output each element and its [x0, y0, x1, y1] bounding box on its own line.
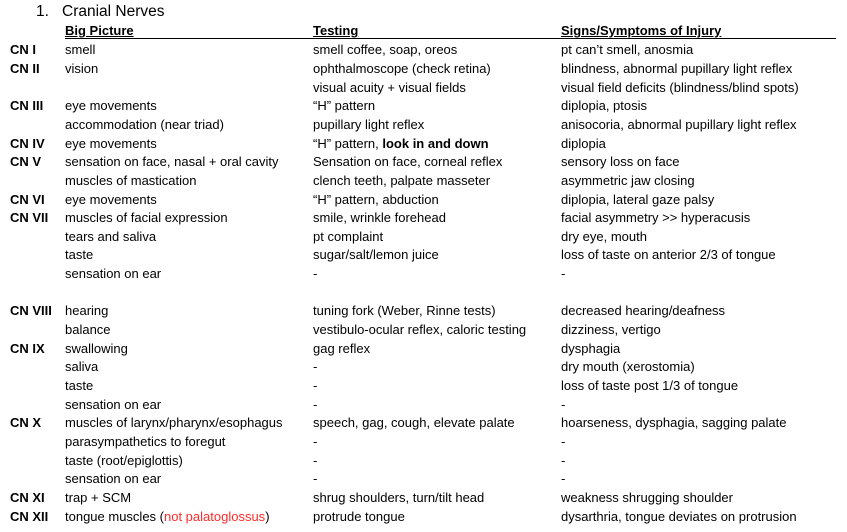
signs-cell: -: [561, 434, 566, 449]
big-picture-cell: muscles of larynx/pharynx/esophagus: [65, 415, 283, 430]
testing-cell: clench teeth, palpate masseter: [313, 173, 491, 188]
testing-cell: speech, gag, cough, elevate palate: [313, 415, 515, 430]
signs-cell: dizziness, vertigo: [561, 322, 661, 337]
section-number: 1.: [36, 3, 49, 20]
signs-cell: pt can’t smell, anosmia: [561, 42, 694, 57]
testing-cell: vestibulo-ocular reflex, caloric testing: [313, 322, 527, 337]
nerve-label: CN I: [10, 42, 36, 57]
testing-text: “H” pattern,: [313, 136, 383, 151]
testing-cell: -: [313, 266, 318, 281]
testing-cell: -: [313, 397, 318, 412]
table-row: [0, 136, 847, 154]
table-row: [0, 266, 847, 284]
big-picture-cell: parasympathetics to foregut: [65, 434, 226, 449]
table-row: [0, 154, 847, 172]
table-row: [0, 303, 847, 321]
signs-cell: asymmetric jaw closing: [561, 173, 695, 188]
table-row: [0, 173, 847, 191]
table-row: [0, 471, 847, 489]
nerve-label: CN V: [10, 154, 42, 169]
signs-cell: dry eye, mouth: [561, 229, 647, 244]
nerve-label: CN X: [10, 415, 42, 430]
nerve-label: CN VIII: [10, 303, 52, 318]
nerve-label: CN III: [10, 98, 44, 113]
testing-cell: smile, wrinkle forehead: [313, 210, 446, 225]
big-picture-cell: muscles of facial expression: [65, 210, 228, 225]
table-row: [0, 210, 847, 228]
signs-cell: loss of taste on anterior 2/3 of tongue: [561, 247, 776, 262]
header-testing: Testing: [313, 23, 359, 38]
signs-cell: anisocoria, abnormal pupillary light reflex: [561, 117, 797, 132]
big-picture-cell: accommodation (near triad): [65, 117, 224, 132]
signs-cell: -: [561, 397, 566, 412]
big-picture-cell: swallowing: [65, 341, 128, 356]
testing-cell: -: [313, 378, 318, 393]
table-row: [0, 453, 847, 471]
table-row: [0, 490, 847, 508]
big-picture-cell: sensation on face, nasal + oral cavity: [65, 154, 279, 169]
big-picture-cell: sensation on ear: [65, 471, 162, 486]
big-picture-cell: sensation on ear: [65, 397, 162, 412]
testing-cell: ophthalmoscope (check retina): [313, 61, 491, 76]
signs-cell: dysphagia: [561, 341, 621, 356]
table-row: [0, 415, 847, 433]
testing-cell: -: [313, 453, 318, 468]
table-row: [0, 247, 847, 265]
nerve-label: CN XI: [10, 490, 45, 505]
testing-cell: tuning fork (Weber, Rinne tests): [313, 303, 496, 318]
big-picture-cell: eye movements: [65, 136, 157, 151]
signs-cell: loss of taste post 1/3 of tongue: [561, 378, 739, 393]
nerve-label: CN VII: [10, 210, 49, 225]
big-picture-cell: sensation on ear: [65, 266, 162, 281]
nerve-label: CN VI: [10, 192, 45, 207]
signs-cell: decreased hearing/deafness: [561, 303, 726, 318]
nerve-label: CN IV: [10, 136, 45, 151]
big-picture-cell: tears and saliva: [65, 229, 157, 244]
signs-cell: -: [561, 266, 566, 281]
signs-cell: facial asymmetry >> hyperacusis: [561, 210, 751, 225]
testing-cell: -: [313, 434, 318, 449]
testing-cell: Sensation on face, corneal reflex: [313, 154, 503, 169]
testing-cell: pt complaint: [313, 229, 384, 244]
big-picture-text: tongue muscles (: [65, 509, 164, 524]
signs-cell: diplopia, ptosis: [561, 98, 647, 113]
signs-cell: diplopia: [561, 136, 606, 151]
testing-cell: shrug shoulders, turn/tilt head: [313, 490, 485, 505]
header-big-picture: Big Picture: [65, 23, 134, 38]
big-picture-cell: [65, 509, 270, 524]
signs-cell: sensory loss on face: [561, 154, 680, 169]
big-picture-cell: taste: [65, 247, 94, 262]
nerve-label: CN IX: [10, 341, 45, 356]
table-row: [0, 509, 847, 527]
signs-cell: -: [561, 453, 566, 468]
signs-cell: dysarthria, tongue deviates on protrusion: [561, 509, 797, 524]
nerve-label: CN XII: [10, 509, 49, 524]
big-picture-cell: balance: [65, 322, 111, 337]
table-row: [0, 359, 847, 377]
table-row: [0, 192, 847, 210]
table-row: [0, 61, 847, 79]
testing-cell: [313, 136, 489, 151]
testing-cell: pupillary light reflex: [313, 117, 425, 132]
table-row: [0, 322, 847, 340]
testing-emphasis: look in and down: [382, 136, 489, 151]
table-row: [0, 229, 847, 247]
big-picture-cell: smell: [65, 42, 96, 57]
big-picture-red-note: not palatoglossus: [164, 509, 266, 524]
signs-cell: diplopia, lateral gaze palsy: [561, 192, 715, 207]
table-row: [0, 42, 847, 60]
signs-cell: -: [561, 471, 566, 486]
big-picture-text-after: ): [265, 509, 270, 524]
table-row: [0, 397, 847, 415]
testing-cell: visual acuity + visual fields: [313, 80, 466, 95]
nerve-label: CN II: [10, 61, 40, 76]
signs-cell: blindness, abnormal pupillary light reflex: [561, 61, 793, 76]
table-row: [0, 378, 847, 396]
table-row: [0, 80, 847, 98]
header-divider: [65, 38, 836, 39]
testing-cell: smell coffee, soap, oreos: [313, 42, 458, 57]
big-picture-cell: muscles of mastication: [65, 173, 197, 188]
section-title-text: Cranial Nerves: [62, 3, 165, 20]
testing-cell: protrude tongue: [313, 509, 405, 524]
testing-cell: -: [313, 359, 318, 374]
table-row: [0, 341, 847, 359]
section-title: [36, 3, 165, 21]
signs-cell: weakness shrugging shoulder: [561, 490, 733, 505]
testing-cell: -: [313, 471, 318, 486]
big-picture-cell: eye movements: [65, 98, 157, 113]
testing-cell: “H” pattern, abduction: [313, 192, 439, 207]
big-picture-cell: saliva: [65, 359, 99, 374]
signs-cell: visual field deficits (blindness/blind spots): [561, 80, 799, 95]
signs-cell: hoarseness, dysphagia, sagging palate: [561, 415, 787, 430]
table-row: [0, 434, 847, 452]
big-picture-cell: hearing: [65, 303, 109, 318]
header-signs-symptoms: Signs/Symptoms of Injury: [561, 23, 722, 38]
signs-cell: dry mouth (xerostomia): [561, 359, 695, 374]
big-picture-cell: vision: [65, 61, 99, 76]
table-row: [0, 117, 847, 135]
testing-cell: “H” pattern: [313, 98, 376, 113]
big-picture-cell: taste: [65, 378, 94, 393]
big-picture-cell: trap + SCM: [65, 490, 132, 505]
testing-cell: gag reflex: [313, 341, 371, 356]
testing-cell: sugar/salt/lemon juice: [313, 247, 439, 262]
big-picture-cell: eye movements: [65, 192, 157, 207]
big-picture-cell: taste (root/epiglottis): [65, 453, 183, 468]
table-row: [0, 98, 847, 116]
